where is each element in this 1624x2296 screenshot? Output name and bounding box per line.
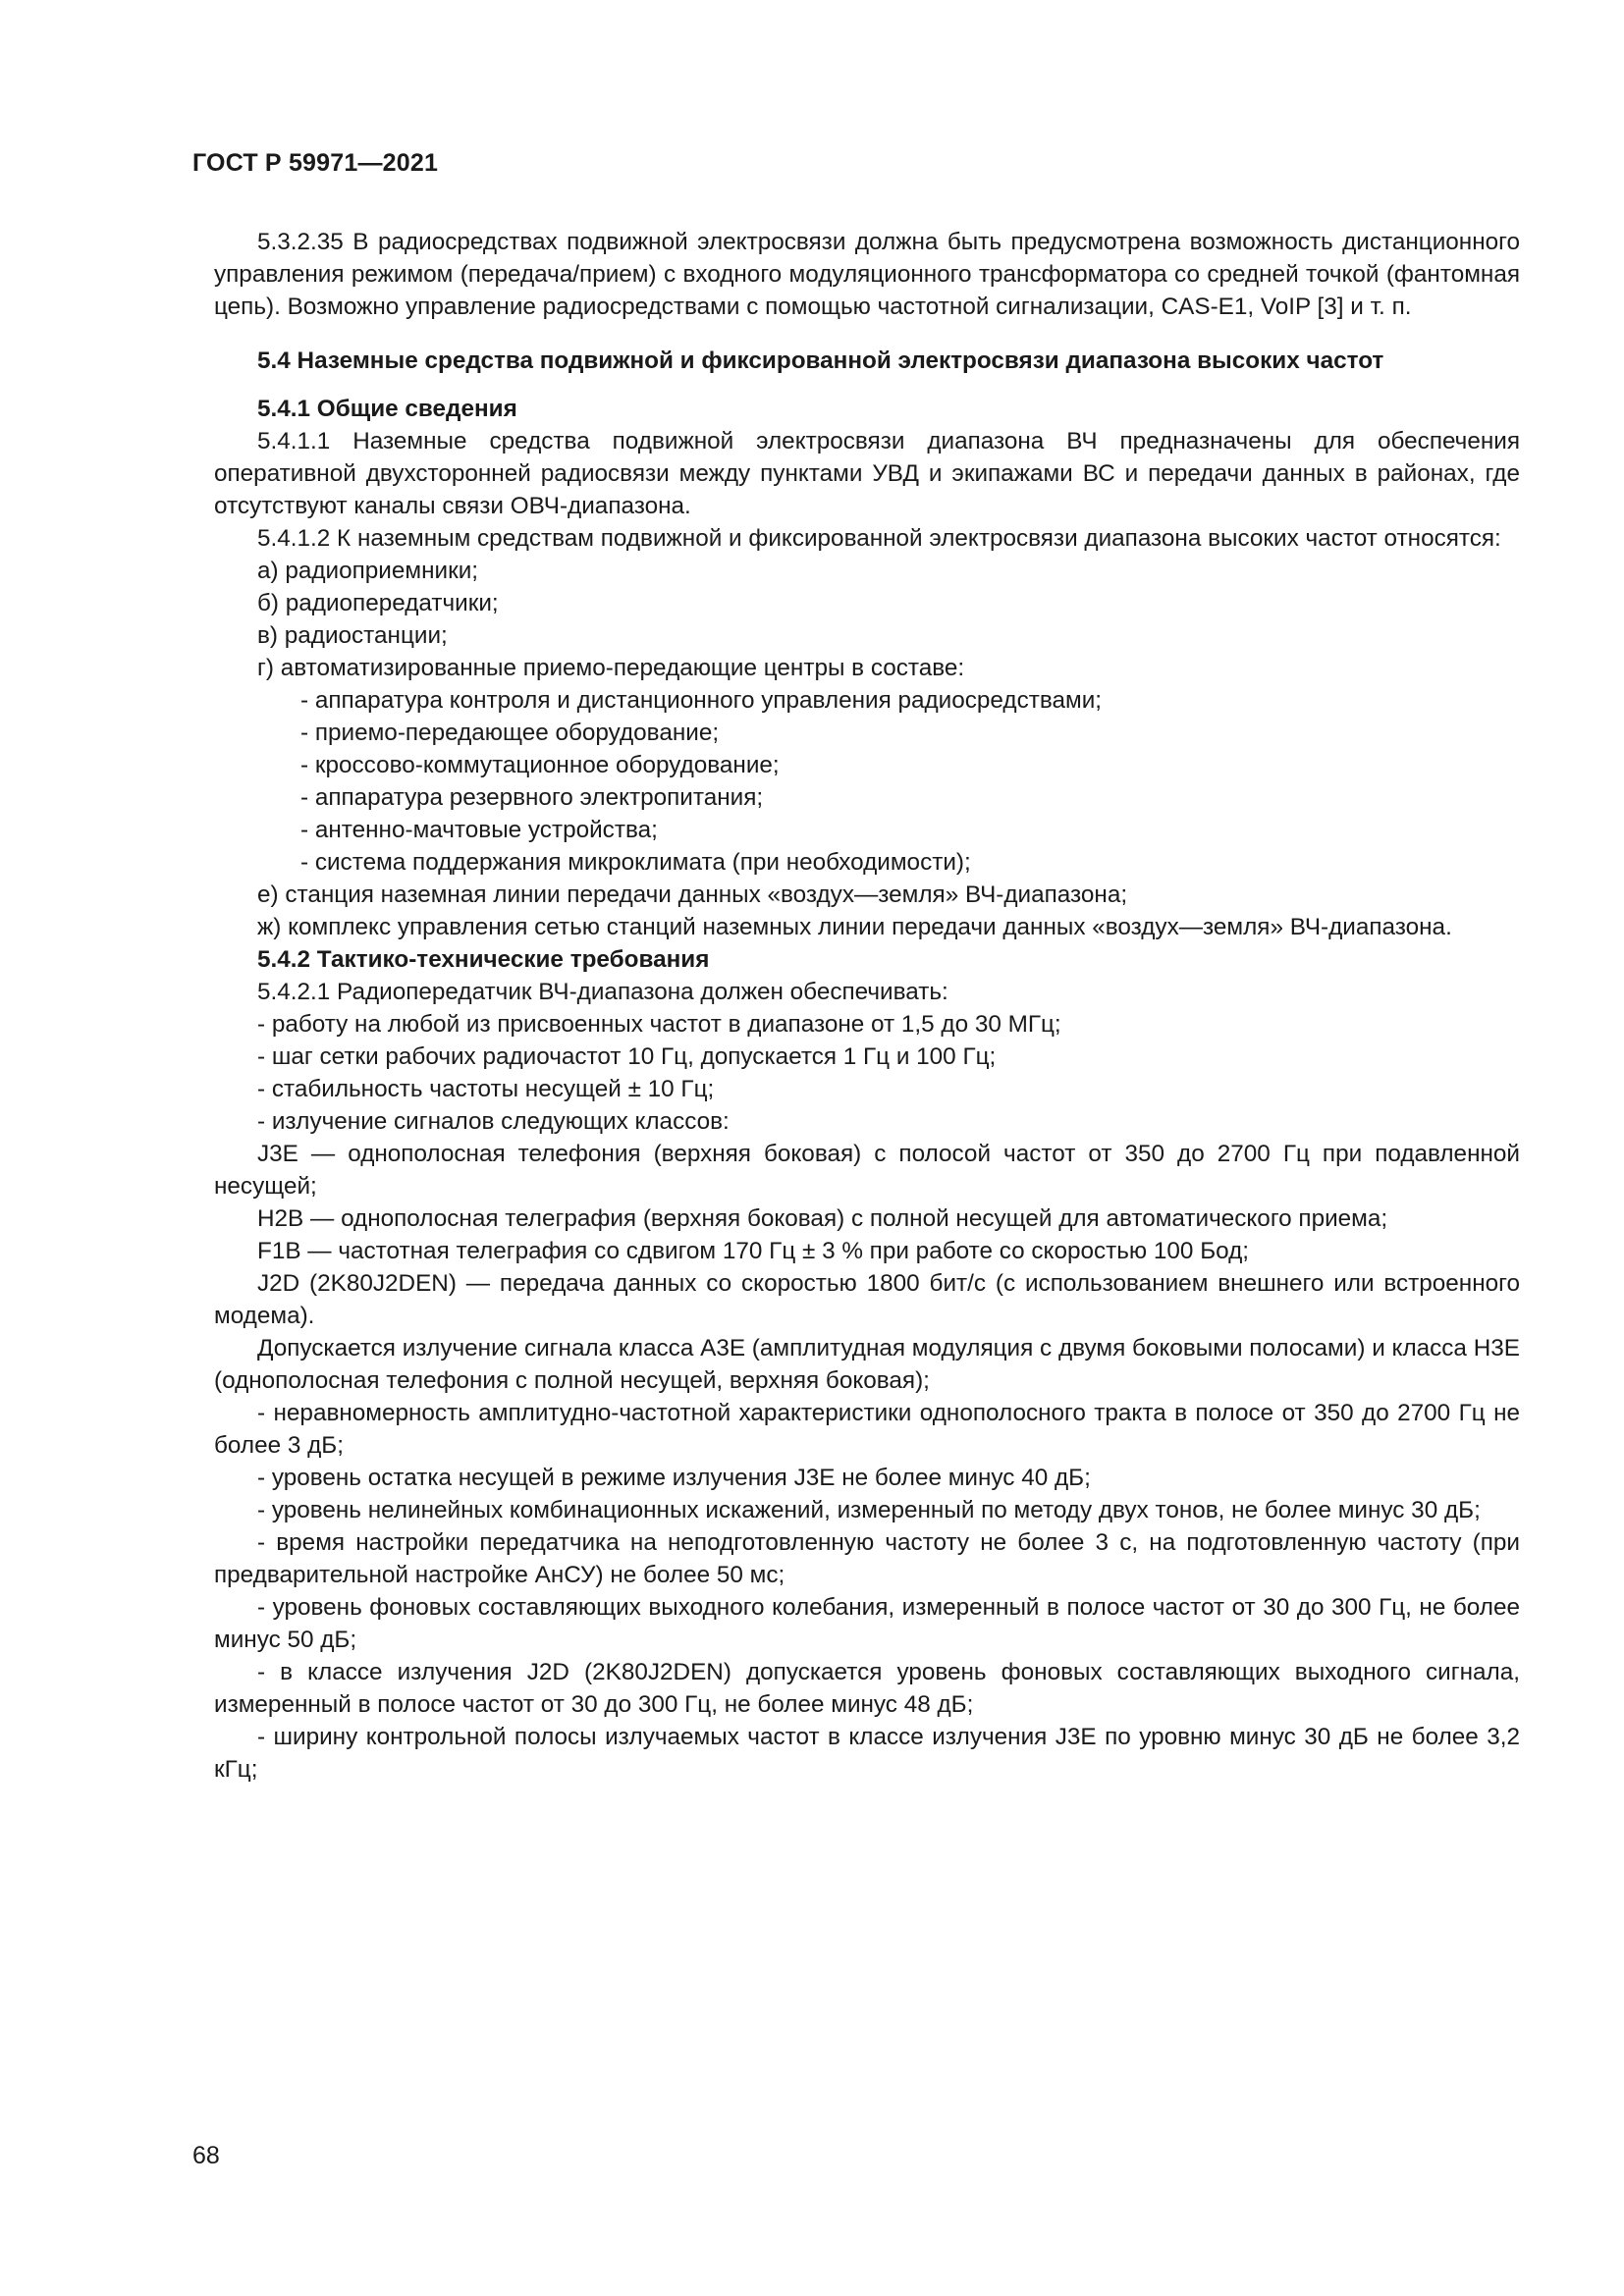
requirement-item: - время настройки передатчика на неподготовленную частоту не более 3 с, на подготовленную частоту (при предварительной настройке АнСУ) не более 50 мс; bbox=[214, 1529, 1520, 1588]
requirement-item: - уровень фоновых составляющих выходного колебания, измеренный в полосе частот от 30 до 300 Гц, не более минус 50 дБ; bbox=[214, 1594, 1520, 1653]
section-heading-5-4-1: 5.4.1 Общие сведения bbox=[257, 396, 517, 422]
list-item-zh: ж) комплекс управления сетью станций наземных линии передачи данных «воздух—земля» ВЧ-диапазона. bbox=[257, 914, 1452, 940]
paragraph-5-4-1-2: 5.4.1.2 К наземным средствам подвижной и фиксированной электросвязи диапазона высоких частот относятся: bbox=[257, 525, 1501, 552]
section-heading-5-4-2: 5.4.2 Тактико-технические требования bbox=[257, 946, 710, 973]
document-header: ГОСТ Р 59971—2021 bbox=[192, 149, 439, 177]
requirement-item: - уровень нелинейных комбинационных искажений, измеренный по методу двух тонов, не более минус 30 дБ; bbox=[257, 1497, 1481, 1523]
sub-list-item: - аппаратура контроля и дистанционного управления радиосредствами; bbox=[300, 687, 1103, 714]
document-body bbox=[214, 226, 1520, 1786]
page-number: 68 bbox=[192, 2142, 220, 2169]
sub-list-item: - система поддержания микроклимата (при необходимости); bbox=[300, 849, 971, 876]
requirement-item: - шаг сетки рабочих радиочастот 10 Гц, допускается 1 Гц и 100 Гц; bbox=[257, 1043, 997, 1070]
requirement-item: - неравномерность амплитудно-частотной характеристики однополосного тракта в полосе от 350 до 2700 Гц не более 3 дБ; bbox=[214, 1400, 1520, 1459]
emission-class-j3e: J3E — однополосная телефония (верхняя боковая) с полосой частот от 350 до 2700 Гц при подавленной несущей; bbox=[214, 1141, 1520, 1200]
emission-class-j2d: J2D (2K80J2DEN) — передача данных со скоростью 1800 бит/с (с использованием внешнего или встроенного модема). bbox=[214, 1270, 1520, 1329]
list-item-g: г) автоматизированные приемо-передающие центры в составе: bbox=[257, 655, 965, 681]
requirement-item: - стабильность частоты несущей ± 10 Гц; bbox=[257, 1076, 715, 1102]
list-item-b: б) радиопередатчики; bbox=[257, 590, 499, 616]
requirement-item: - излучение сигналов следующих классов: bbox=[257, 1108, 730, 1135]
paragraph-allowed-classes: Допускается излучение сигнала класса A3E (амплитудная модуляция с двумя боковыми полосами) и класса H3E (однополосная телефония с полной несущей, верхняя боковая); bbox=[214, 1335, 1520, 1394]
requirement-item: - работу на любой из присвоенных частот в диапазоне от 1,5 до 30 МГц; bbox=[257, 1011, 1061, 1038]
requirement-item: - в классе излучения J2D (2K80J2DEN) допускается уровень фоновых составляющих выходного сигнала, измеренный в полосе частот от 30 до 300 Гц, не более минус 48 дБ; bbox=[214, 1659, 1520, 1718]
requirement-item: - ширину контрольной полосы излучаемых частот в классе излучения J3E по уровню минус 30 дБ не более 3,2 кГц; bbox=[214, 1724, 1520, 1783]
sub-list-item: - кроссово-коммутационное оборудование; bbox=[300, 752, 780, 778]
list-item-e: е) станция наземная линии передачи данных «воздух—земля» ВЧ-диапазона; bbox=[257, 881, 1128, 908]
section-heading-5-4: 5.4 Наземные средства подвижной и фиксированной электросвязи диапазона высоких частот bbox=[257, 347, 1384, 374]
sub-list-item: - антенно-мачтовые устройства; bbox=[300, 817, 658, 843]
emission-class-h2b: H2B — однополосная телеграфия (верхняя боковая) с полной несущей для автоматического приема; bbox=[257, 1205, 1388, 1232]
paragraph-5-3-2-35: 5.3.2.35 В радиосредствах подвижной электросвязи должна быть предусмотрена возможность дистанционного управления режимом (передача/прием) с входного модуляционного трансформатора со средней точкой (фантомная цепь). Возможно управление радиосредствами с помощью частотной сигнализации, CAS-E1, VoIP [3] и т. п. bbox=[214, 229, 1520, 320]
list-item-v: в) радиостанции; bbox=[257, 622, 448, 649]
sub-list-item: - аппаратура резервного электропитания; bbox=[300, 784, 764, 811]
sub-list-item: - приемо-передающее оборудование; bbox=[300, 720, 720, 746]
emission-class-f1b: F1B — частотная телеграфия со сдвигом 170 Гц ± 3 % при работе со скоростью 100 Бод; bbox=[257, 1238, 1250, 1264]
paragraph-5-4-1-1: 5.4.1.1 Наземные средства подвижной электросвязи диапазона ВЧ предназначены для обеспечения оперативной двухсторонней радиосвязи между пунктами УВД и экипажами ВС и передачи данных в районах, где отсутствуют каналы связи ОВЧ-диапазона. bbox=[214, 428, 1520, 519]
list-item-a: а) радиоприемники; bbox=[257, 558, 479, 584]
requirement-item: - уровень остатка несущей в режиме излучения J3E не более минус 40 дБ; bbox=[257, 1465, 1091, 1491]
paragraph-5-4-2-1: 5.4.2.1 Радиопередатчик ВЧ-диапазона должен обеспечивать: bbox=[257, 979, 948, 1005]
